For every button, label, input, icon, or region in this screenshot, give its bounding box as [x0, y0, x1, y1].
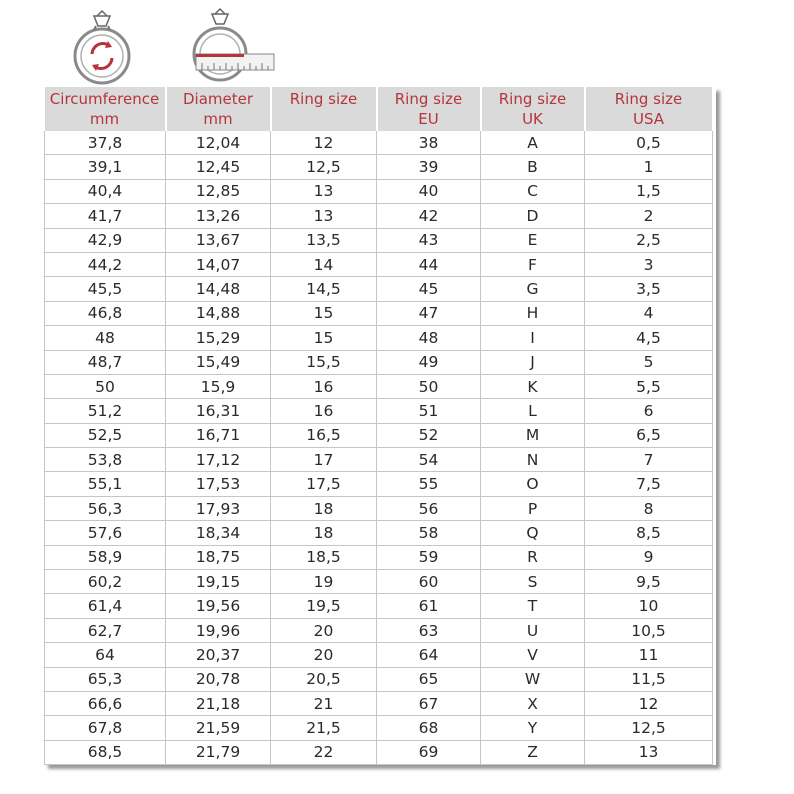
- diameter-cell: 17,12: [166, 448, 271, 472]
- uk-size-cell: V: [481, 643, 585, 667]
- table-row: [45, 667, 713, 691]
- ring-size-cell: 20: [271, 643, 377, 667]
- uk-size-cell: K: [481, 374, 585, 398]
- diameter-cell: 18,34: [166, 521, 271, 545]
- ring-size-cell: 20,5: [271, 667, 377, 691]
- uk-size-cell: R: [481, 545, 585, 569]
- diameter-cell: 19,96: [166, 618, 271, 642]
- circumference-cell: 40,4: [45, 179, 166, 203]
- uk-size-cell: A: [481, 131, 585, 155]
- header-icons: [0, 0, 794, 90]
- eu-size-cell: 54: [377, 448, 481, 472]
- ring-size-cell: 12: [271, 131, 377, 155]
- table-body: [45, 131, 713, 765]
- circumference-cell: 48,7: [45, 350, 166, 374]
- circumference-cell: 60,2: [45, 570, 166, 594]
- usa-size-cell: 8: [585, 496, 713, 520]
- eu-size-cell: 48: [377, 326, 481, 350]
- ring-size-cell: 13,5: [271, 228, 377, 252]
- ring-size-cell: 16: [271, 374, 377, 398]
- eu-size-cell: 60: [377, 570, 481, 594]
- diameter-cell: 12,45: [166, 155, 271, 179]
- eu-size-cell: 64: [377, 643, 481, 667]
- circumference-cell: 42,9: [45, 228, 166, 252]
- circumference-cell: 45,5: [45, 277, 166, 301]
- usa-size-cell: 0,5: [585, 131, 713, 155]
- usa-size-cell: 4,5: [585, 326, 713, 350]
- usa-size-cell: 11: [585, 643, 713, 667]
- usa-size-cell: 2: [585, 204, 713, 228]
- diameter-cell: 21,79: [166, 740, 271, 764]
- header-circumference: Circumference mm: [45, 87, 166, 131]
- uk-size-cell: T: [481, 594, 585, 618]
- ring-size-cell: 13: [271, 179, 377, 203]
- diameter-cell: 17,53: [166, 472, 271, 496]
- ring-size-cell: 21: [271, 691, 377, 715]
- table-row: [45, 570, 713, 594]
- circumference-cell: 39,1: [45, 155, 166, 179]
- table-row: [45, 155, 713, 179]
- eu-size-cell: 38: [377, 131, 481, 155]
- circumference-cell: 65,3: [45, 667, 166, 691]
- usa-size-cell: 13: [585, 740, 713, 764]
- eu-size-cell: 69: [377, 740, 481, 764]
- eu-size-cell: 63: [377, 618, 481, 642]
- uk-size-cell: B: [481, 155, 585, 179]
- uk-size-cell: Y: [481, 716, 585, 740]
- eu-size-cell: 49: [377, 350, 481, 374]
- usa-size-cell: 2,5: [585, 228, 713, 252]
- ring-size-cell: 17,5: [271, 472, 377, 496]
- ring-size-cell: 18,5: [271, 545, 377, 569]
- table-row: [45, 423, 713, 447]
- circumference-cell: 44,2: [45, 252, 166, 276]
- header-diameter: Diameter mm: [166, 87, 271, 131]
- uk-size-cell: D: [481, 204, 585, 228]
- table-row: [45, 618, 713, 642]
- ring-size-cell: 14: [271, 252, 377, 276]
- ring-size-cell: 16,5: [271, 423, 377, 447]
- table-row: [45, 740, 713, 764]
- circumference-cell: 41,7: [45, 204, 166, 228]
- circumference-cell: 53,8: [45, 448, 166, 472]
- usa-size-cell: 7,5: [585, 472, 713, 496]
- usa-size-cell: 1,5: [585, 179, 713, 203]
- uk-size-cell: F: [481, 252, 585, 276]
- ring-size-cell: 12,5: [271, 155, 377, 179]
- table-header-row: [45, 87, 713, 131]
- table-row: [45, 472, 713, 496]
- diameter-cell: 18,75: [166, 545, 271, 569]
- circumference-cell: 67,8: [45, 716, 166, 740]
- table-row: [45, 204, 713, 228]
- ring-size-cell: 15: [271, 326, 377, 350]
- usa-size-cell: 8,5: [585, 521, 713, 545]
- table-row: [45, 277, 713, 301]
- circumference-cell: 50: [45, 374, 166, 398]
- ring-size-cell: 19,5: [271, 594, 377, 618]
- usa-size-cell: 6: [585, 399, 713, 423]
- eu-size-cell: 55: [377, 472, 481, 496]
- usa-size-cell: 12,5: [585, 716, 713, 740]
- eu-size-cell: 50: [377, 374, 481, 398]
- diameter-cell: 14,88: [166, 301, 271, 325]
- table-row: [45, 496, 713, 520]
- eu-size-cell: 58: [377, 521, 481, 545]
- table-row: [45, 399, 713, 423]
- eu-size-cell: 44: [377, 252, 481, 276]
- diameter-cell: 20,78: [166, 667, 271, 691]
- table-row: [45, 350, 713, 374]
- uk-size-cell: U: [481, 618, 585, 642]
- diameter-cell: 20,37: [166, 643, 271, 667]
- circumference-cell: 56,3: [45, 496, 166, 520]
- uk-size-cell: G: [481, 277, 585, 301]
- uk-size-cell: P: [481, 496, 585, 520]
- uk-size-cell: N: [481, 448, 585, 472]
- circumference-cell: 66,6: [45, 691, 166, 715]
- eu-size-cell: 56: [377, 496, 481, 520]
- table-row: [45, 179, 713, 203]
- circumference-cell: 57,6: [45, 521, 166, 545]
- eu-size-cell: 43: [377, 228, 481, 252]
- ring-size-cell: 20: [271, 618, 377, 642]
- diameter-cell: 21,18: [166, 691, 271, 715]
- diameter-cell: 12,04: [166, 131, 271, 155]
- circumference-cell: 62,7: [45, 618, 166, 642]
- diameter-cell: 15,9: [166, 374, 271, 398]
- ring-size-cell: 13: [271, 204, 377, 228]
- uk-size-cell: X: [481, 691, 585, 715]
- uk-size-cell: Q: [481, 521, 585, 545]
- ring-size-cell: 15,5: [271, 350, 377, 374]
- uk-size-cell: S: [481, 570, 585, 594]
- ring-diameter-icon: [186, 8, 278, 84]
- ring-size-cell: 15: [271, 301, 377, 325]
- diameter-cell: 15,49: [166, 350, 271, 374]
- table-row: [45, 252, 713, 276]
- usa-size-cell: 11,5: [585, 667, 713, 691]
- table-row: [45, 594, 713, 618]
- usa-size-cell: 4: [585, 301, 713, 325]
- usa-size-cell: 10,5: [585, 618, 713, 642]
- eu-size-cell: 42: [377, 204, 481, 228]
- diameter-cell: 16,31: [166, 399, 271, 423]
- uk-size-cell: Z: [481, 740, 585, 764]
- eu-size-cell: 45: [377, 277, 481, 301]
- circumference-cell: 68,5: [45, 740, 166, 764]
- circumference-cell: 58,9: [45, 545, 166, 569]
- table-row: [45, 545, 713, 569]
- diameter-cell: 13,26: [166, 204, 271, 228]
- table-row: [45, 301, 713, 325]
- usa-size-cell: 9,5: [585, 570, 713, 594]
- diameter-cell: 19,56: [166, 594, 271, 618]
- circumference-cell: 37,8: [45, 131, 166, 155]
- usa-size-cell: 3,5: [585, 277, 713, 301]
- usa-size-cell: 12: [585, 691, 713, 715]
- circumference-cell: 48: [45, 326, 166, 350]
- header-ring-size: Ring size: [271, 87, 377, 131]
- table-row: [45, 716, 713, 740]
- ring-size-cell: 14,5: [271, 277, 377, 301]
- usa-size-cell: 9: [585, 545, 713, 569]
- table-row: [45, 228, 713, 252]
- usa-size-cell: 5,5: [585, 374, 713, 398]
- table-row: [45, 643, 713, 667]
- diameter-cell: 14,07: [166, 252, 271, 276]
- uk-size-cell: I: [481, 326, 585, 350]
- eu-size-cell: 68: [377, 716, 481, 740]
- table-row: [45, 448, 713, 472]
- circumference-cell: 61,4: [45, 594, 166, 618]
- table-row: [45, 521, 713, 545]
- ring-size-table: [44, 87, 716, 765]
- uk-size-cell: L: [481, 399, 585, 423]
- diameter-cell: 21,59: [166, 716, 271, 740]
- eu-size-cell: 61: [377, 594, 481, 618]
- eu-size-cell: 52: [377, 423, 481, 447]
- ring-circumference-icon: [70, 10, 134, 86]
- diameter-cell: 19,15: [166, 570, 271, 594]
- ring-size-cell: 19: [271, 570, 377, 594]
- table-row: [45, 326, 713, 350]
- usa-size-cell: 10: [585, 594, 713, 618]
- usa-size-cell: 1: [585, 155, 713, 179]
- circumference-cell: 52,5: [45, 423, 166, 447]
- diameter-cell: 15,29: [166, 326, 271, 350]
- eu-size-cell: 47: [377, 301, 481, 325]
- header-ring-size-eu: Ring size EU: [377, 87, 481, 131]
- eu-size-cell: 51: [377, 399, 481, 423]
- eu-size-cell: 67: [377, 691, 481, 715]
- ring-size-cell: 18: [271, 521, 377, 545]
- table-row: [45, 374, 713, 398]
- diameter-cell: 14,48: [166, 277, 271, 301]
- eu-size-cell: 40: [377, 179, 481, 203]
- table-row: [45, 131, 713, 155]
- circumference-cell: 51,2: [45, 399, 166, 423]
- header-ring-size-usa: Ring size USA: [585, 87, 713, 131]
- circumference-cell: 64: [45, 643, 166, 667]
- uk-size-cell: W: [481, 667, 585, 691]
- circumference-cell: 55,1: [45, 472, 166, 496]
- ring-size-cell: 21,5: [271, 716, 377, 740]
- eu-size-cell: 39: [377, 155, 481, 179]
- diameter-cell: 17,93: [166, 496, 271, 520]
- diameter-cell: 13,67: [166, 228, 271, 252]
- uk-size-cell: E: [481, 228, 585, 252]
- circumference-cell: 46,8: [45, 301, 166, 325]
- uk-size-cell: J: [481, 350, 585, 374]
- header-ring-size-uk: Ring size UK: [481, 87, 585, 131]
- usa-size-cell: 3: [585, 252, 713, 276]
- uk-size-cell: H: [481, 301, 585, 325]
- usa-size-cell: 6,5: [585, 423, 713, 447]
- eu-size-cell: 65: [377, 667, 481, 691]
- usa-size-cell: 5: [585, 350, 713, 374]
- uk-size-cell: M: [481, 423, 585, 447]
- ring-size-cell: 16: [271, 399, 377, 423]
- usa-size-cell: 7: [585, 448, 713, 472]
- diameter-cell: 12,85: [166, 179, 271, 203]
- ring-size-cell: 22: [271, 740, 377, 764]
- ring-size-cell: 17: [271, 448, 377, 472]
- table-row: [45, 691, 713, 715]
- ring-size-cell: 18: [271, 496, 377, 520]
- eu-size-cell: 59: [377, 545, 481, 569]
- uk-size-cell: C: [481, 179, 585, 203]
- uk-size-cell: O: [481, 472, 585, 496]
- diameter-cell: 16,71: [166, 423, 271, 447]
